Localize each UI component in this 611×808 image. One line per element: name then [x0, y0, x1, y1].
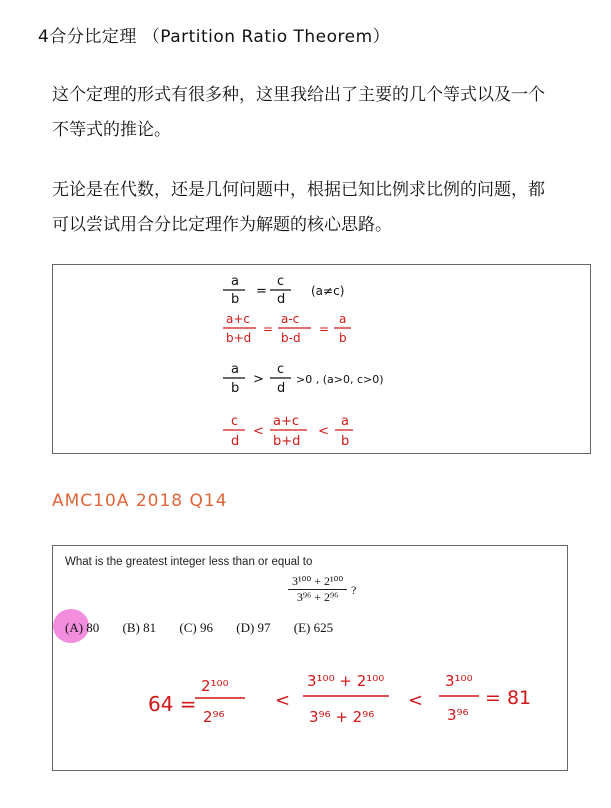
f2-num2: a-c — [281, 312, 300, 326]
amc-heading: AMC10A 2018 Q14 — [52, 491, 228, 511]
problem-numerator: 3¹⁰⁰ + 2¹⁰⁰ — [288, 574, 347, 590]
problem-qmark: ? — [351, 583, 357, 597]
f4-den2: b+d — [273, 434, 301, 449]
method-paragraph: 无论是在代数，还是几何问题中，根据已知比例求比例的问题，都可以尝试用合分比定理作为解题的核心思路。 — [52, 180, 545, 235]
f3-den-b: b — [231, 381, 240, 396]
choice-e: (E) 625 — [293, 620, 334, 635]
svg-text:<: < — [275, 690, 291, 711]
problem-question: What is the greatest integer less than or equal to — [65, 556, 313, 568]
svg-text:<: < — [253, 424, 264, 439]
sol-d3: 3⁹⁶ — [447, 706, 469, 724]
choice-a: (A) 80 — [65, 620, 100, 635]
f3-num-a: a — [231, 362, 239, 377]
f3-den-d: d — [277, 381, 286, 396]
f2-num3: a — [339, 312, 347, 326]
f1-num-c: c — [277, 274, 285, 289]
f1-condition: (a≠c) — [311, 284, 345, 298]
sol-n2: 3¹⁰⁰ + 2¹⁰⁰ — [307, 672, 385, 690]
svg-text:=: = — [256, 284, 267, 299]
f1-num-a: a — [231, 274, 239, 289]
sol-n1: 2¹⁰⁰ — [201, 677, 229, 695]
svg-text:>: > — [253, 372, 264, 387]
choice-d: (D) 97 — [236, 620, 271, 635]
f3-num-c: c — [277, 362, 285, 377]
intro-paragraph: 这个定理的形式有很多种，这里我给出了主要的几个等式以及一个不等式的推论。 — [52, 85, 545, 140]
handwritten-solution — [53, 546, 569, 772]
sol-right: = 81 — [485, 687, 532, 709]
f4-num3: a — [341, 414, 349, 429]
sol-n3: 3¹⁰⁰ — [445, 672, 473, 690]
svg-text:=: = — [319, 322, 330, 336]
svg-text:<: < — [408, 690, 424, 711]
sol-left: 64 = — [148, 692, 197, 716]
problem-denominator: 3⁹⁶ + 2⁹⁶ — [296, 590, 339, 604]
f2-num1: a+c — [226, 312, 251, 326]
sol-d1: 2⁹⁶ — [203, 708, 225, 726]
f1-den-b: b — [231, 292, 240, 307]
section-title: 4合分比定理 （Partition Ratio Theorem） — [38, 27, 391, 47]
formula-image-box — [52, 264, 591, 454]
svg-text:<: < — [318, 424, 329, 439]
f1-den-d: d — [277, 292, 286, 307]
f4-den1: d — [231, 434, 240, 449]
svg-text:=: = — [263, 322, 274, 336]
f2-den1: b+d — [226, 331, 252, 345]
choice-c: (C) 96 — [179, 620, 213, 635]
problem-image-box — [52, 545, 568, 771]
choice-b: (B) 81 — [122, 620, 157, 635]
f2-den3: b — [339, 331, 347, 345]
f4-num1: c — [231, 414, 239, 429]
sol-d2: 3⁹⁶ + 2⁹⁶ — [309, 708, 375, 726]
f3-condition: >0 , (a>0, c>0) — [296, 373, 384, 386]
handwritten-formulas — [53, 265, 592, 455]
f2-den2: b-d — [281, 331, 301, 345]
f4-num2: a+c — [273, 414, 300, 429]
f4-den3: b — [341, 434, 350, 449]
